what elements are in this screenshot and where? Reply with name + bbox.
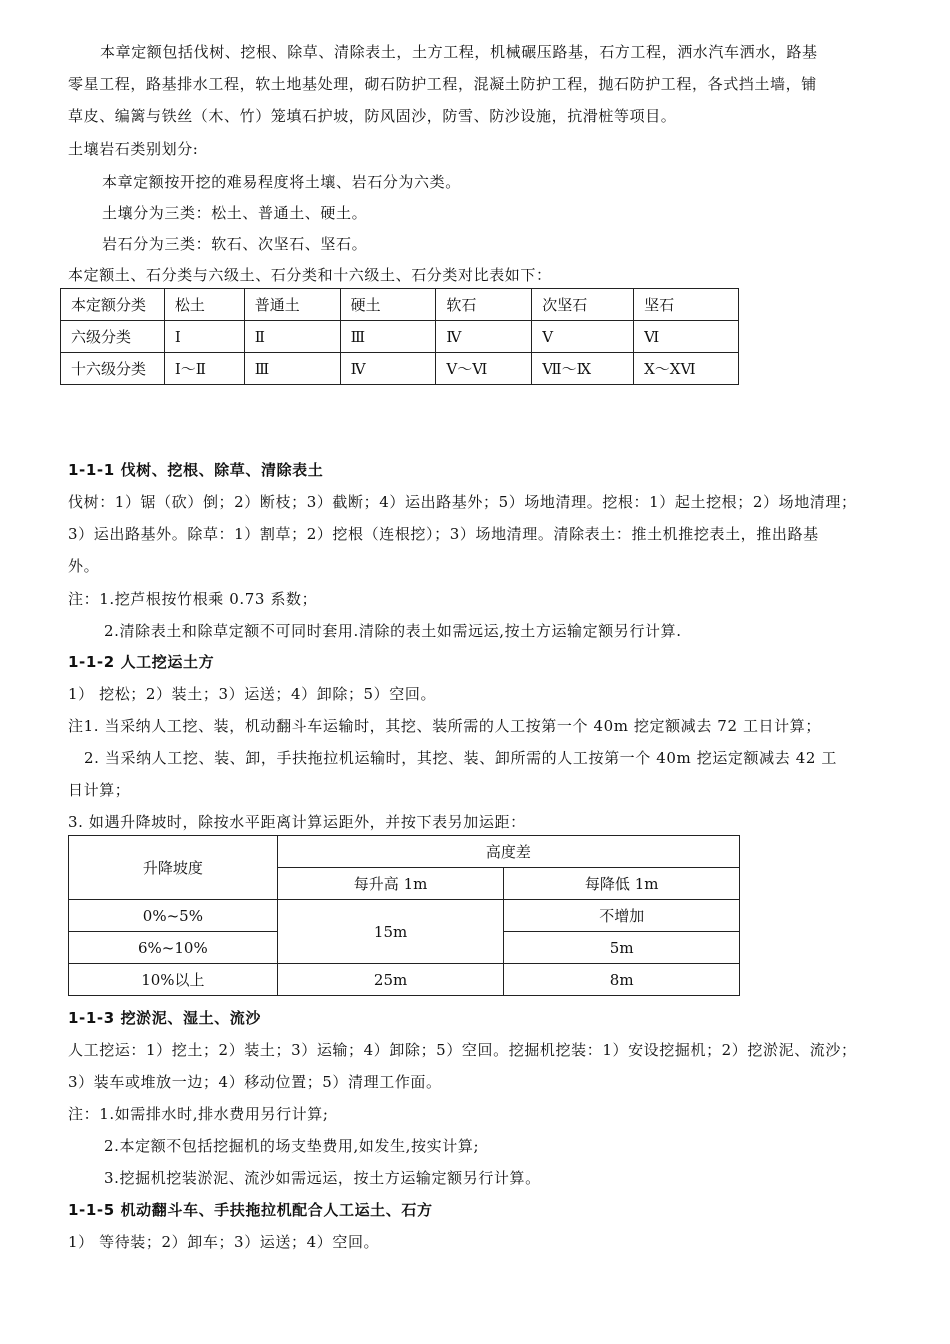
- intro-line-2: 零星工程，路基排水工程，软土地基处理，砌石防护工程，混凝土防护工程，抛石防护工程，各式挡土墙，铺: [68, 75, 817, 93]
- table-cell: 8m: [504, 964, 740, 996]
- s111-note-1: 注：1.挖芦根按竹根乘 0.73 系数；: [68, 590, 318, 608]
- soil-heading: 土壤岩石类别划分:: [68, 140, 199, 158]
- table-cell: 次坚石: [532, 289, 634, 321]
- table-cell: Ⅶ～Ⅸ: [532, 353, 634, 385]
- s112-note-2a: 2. 当采纳人工挖、装、卸，手扶拖拉机运输时，其挖、装、卸所需的人工按第一个 40m 挖运定额减去 42 工: [84, 749, 837, 767]
- table-cell: 6%~10%: [69, 932, 278, 964]
- table-row: [69, 836, 740, 868]
- soil-class-table: [60, 288, 739, 385]
- intro-line-3: 草皮、编篱与铁丝（木、竹）笼填石护坡，防风固沙，防雪、防沙设施，抗滑桩等项目。: [68, 107, 677, 125]
- s111-line-3: 外。: [68, 557, 100, 575]
- soil-line-3: 岩石分为三类：软石、次坚石、坚石。: [102, 235, 368, 253]
- table-cell: 坚石: [634, 289, 739, 321]
- s112-note-2b: 日计算；: [68, 781, 131, 799]
- table-header-cell: 每升高 1m: [277, 868, 504, 900]
- table-cell: 松土: [164, 289, 244, 321]
- table-cell: Ⅳ: [436, 321, 532, 353]
- s113-note-1: 注：1.如需排水时,排水费用另行计算;: [68, 1105, 329, 1123]
- soil-line-1: 本章定额按开挖的难易程度将土壤、岩石分为六类。: [102, 173, 461, 191]
- section-title-1-1-2: 1-1-2 人工挖运土方: [68, 653, 215, 671]
- table-cell: Ⅵ: [634, 321, 739, 353]
- intro-line-1: 本章定额包括伐树、挖根、除草、清除表土，土方工程，机械碾压路基，石方工程，洒水汽车洒水，路基: [100, 43, 818, 61]
- table-cell: Ⅹ～ⅩⅥ: [634, 353, 739, 385]
- table-cell: 软石: [436, 289, 532, 321]
- table-row: [69, 900, 740, 932]
- table-cell: Ⅴ: [532, 321, 634, 353]
- table-header-cell: 升降坡度: [69, 836, 278, 900]
- table-cell: 5m: [504, 932, 740, 964]
- table-cell: 0%~5%: [69, 900, 278, 932]
- table-cell: 不增加: [504, 900, 740, 932]
- table-cell: 六级分类: [61, 321, 165, 353]
- s112-note-1: 注1. 当采纳人工挖、装，机动翻斗车运输时，其挖、装所需的人工按第一个 40m 挖定额减去 72 工日计算；: [68, 717, 821, 735]
- s111-line-1: 伐树：1）锯（砍）倒；2）断枝；3）截断；4）运出路基外；5）场地清理。挖根：1）起土挖根；2）场地清理；: [68, 493, 857, 511]
- s115-line-1: 1） 等待装；2）卸车；3）运送；4）空回。: [68, 1233, 380, 1251]
- table-cell: Ⅲ: [244, 353, 340, 385]
- table-cell: 普通土: [244, 289, 340, 321]
- table-cell: Ⅰ: [164, 321, 244, 353]
- s111-note-2: 2.清除表土和除草定额不可同时套用.清除的表土如需远运,按土方运输定额另行计算.: [104, 622, 682, 640]
- table-row: [61, 353, 739, 385]
- slope-distance-table: [68, 835, 740, 996]
- s111-line-2: 3）运出路基外。除草：1）割草；2）挖根（连根挖）；3）场地清理。清除表土：推土机推挖表土，推出路基: [68, 525, 819, 543]
- table-row: [61, 321, 739, 353]
- s113-line-1: 人工挖运：1）挖土；2）装土；3）运输；4）卸除；5）空回。挖掘机挖装：1）安设挖掘机；2）挖淤泥、流沙；: [68, 1041, 857, 1059]
- table-cell: 25m: [277, 964, 504, 996]
- class-table-caption: 本定额土、石分类与六级土、石分类和十六级土、石分类对比表如下：: [68, 266, 552, 284]
- table-cell: Ⅲ: [340, 321, 436, 353]
- table-cell: Ⅴ～Ⅵ: [436, 353, 532, 385]
- soil-line-2: 土壤分为三类：松土、普通土、硬土。: [102, 204, 368, 222]
- table-cell: 硬土: [340, 289, 436, 321]
- table-cell: Ⅰ～Ⅱ: [164, 353, 244, 385]
- table-cell: 15m: [277, 900, 504, 964]
- s113-line-2: 3）装车或堆放一边；4）移动位置；5）清理工作面。: [68, 1073, 442, 1091]
- table-cell: Ⅱ: [244, 321, 340, 353]
- table-cell: 10%以上: [69, 964, 278, 996]
- table-row: [69, 964, 740, 996]
- s112-note-3: 3. 如遇升降坡时，除按水平距离计算运距外，并按下表另加运距：: [68, 813, 526, 831]
- s112-line-1: 1） 挖松；2）装土；3）运送；4）卸除；5）空回。: [68, 685, 437, 703]
- section-title-1-1-3: 1-1-3 挖淤泥、湿土、流沙: [68, 1009, 261, 1027]
- section-title-1-1-5: 1-1-5 机动翻斗车、手扶拖拉机配合人工运土、石方: [68, 1201, 433, 1219]
- table-header-cell: 高度差: [277, 836, 739, 868]
- table-header-cell: 每降低 1m: [504, 868, 740, 900]
- table-row: [61, 289, 739, 321]
- table-cell: 十六级分类: [61, 353, 165, 385]
- table-cell: Ⅳ: [340, 353, 436, 385]
- s113-note-2: 2.本定额不包括挖掘机的场支垫费用,如发生,按实计算;: [104, 1137, 480, 1155]
- table-cell: 本定额分类: [61, 289, 165, 321]
- s113-note-3: 3.挖掘机挖装淤泥、流沙如需远运，按土方运输定额另行计算。: [104, 1169, 541, 1187]
- section-title-1-1-1: 1-1-1 伐树、挖根、除草、清除表土: [68, 461, 324, 479]
